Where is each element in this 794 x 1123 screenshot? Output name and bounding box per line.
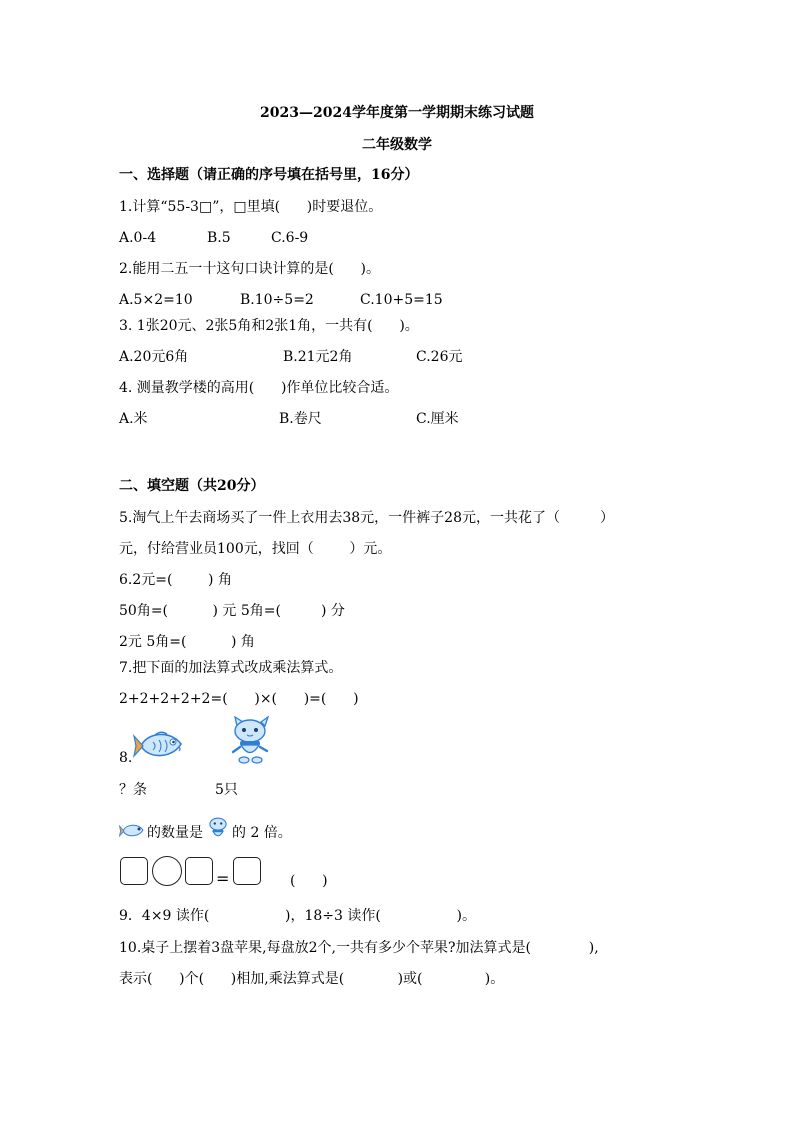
question-1: 1.计算“55-3□”，□里填( )时要退位。 [119,199,383,215]
fish-icon [133,728,189,764]
q3-option-a: A.20元6角 [119,349,189,365]
question-7-expression: 2+2+2+2+2=( )×( )=( ) [119,691,359,707]
cat-icon-small [206,816,230,843]
question-7-text: 7.把下面的加法算式改成乘法算式。 [119,660,343,676]
q8-answer-paren: ( ) [290,873,328,889]
q1-option-a: A.0-4 [119,230,157,246]
q8-sentence-part-a: 的数量是 [147,825,203,841]
q8-sentence-part-b: 的 2 倍。 [232,825,292,841]
question-2: 2.能用二五一十这句口诀计算的是( )。 [119,261,380,277]
question-6-line3: 2元 5角=( ) 角 [119,634,255,650]
q1-option-c: C.6-9 [271,230,309,246]
section1-heading: 一、选择题（请正确的序号填在括号里，16分） [119,167,419,183]
answer-circle-operator[interactable] [152,856,182,886]
question-6-line2: 50角=( ) 元 5角=( ) 分 [119,603,345,619]
equals-sign: = [216,869,230,888]
question-10-line2: 表示( )个( )相加,乘法算式是( )或( )。 [119,971,505,987]
q4-option-b: B.卷尺 [279,411,322,427]
answer-box-1[interactable] [120,857,148,885]
page-subtitle: 二年级数学 [362,137,432,153]
question-3: 3. 1张20元、2张5角和2张1角，一共有( )。 [119,318,419,334]
question-4: 4. 测量教学楼的高用( )作单位比较合适。 [119,380,399,396]
q4-option-a: A.米 [119,411,148,427]
q2-option-b: B.10÷5=2 [240,292,314,308]
question-6-line1: 6.2元=( ) 角 [119,572,232,588]
q2-option-a: A.5×2=10 [119,292,193,308]
section2-heading: 二、填空题（共20分） [119,478,265,494]
question-4-options [0,410,794,482]
q1-option-b: B.5 [207,230,231,246]
q3-option-c: C.26元 [416,349,463,365]
question-9: 9．4×9 读作( )，18÷3 读作( )。 [119,908,476,924]
q3-option-b: B.21元2角 [283,349,353,365]
answer-box-2[interactable] [185,857,213,885]
page-title: 2023—2024学年度第一学期期末练习试题 [260,105,534,121]
q8-fish-count: ？条 [119,782,147,798]
q2-option-c: C.10+5=15 [360,292,443,308]
question-10-line1: 10.桌子上摆着3盘苹果,每盘放2个,一共有多少个苹果?加法算式是( ), [119,940,599,956]
question-8-label: 8. [119,750,133,766]
cat-icon [228,716,272,766]
question-5-line1: 5.淘气上午去商场买了一件上衣用去38元，一件裤子28元，一共花了（ ） [119,510,615,526]
fish-icon-small [119,822,147,840]
question-5-line2: 元，付给营业员100元，找回（ ）元。 [119,541,392,557]
q4-option-c: C.厘米 [416,411,459,427]
q8-cat-count: 5只 [215,782,238,798]
answer-box-3[interactable] [233,857,261,885]
